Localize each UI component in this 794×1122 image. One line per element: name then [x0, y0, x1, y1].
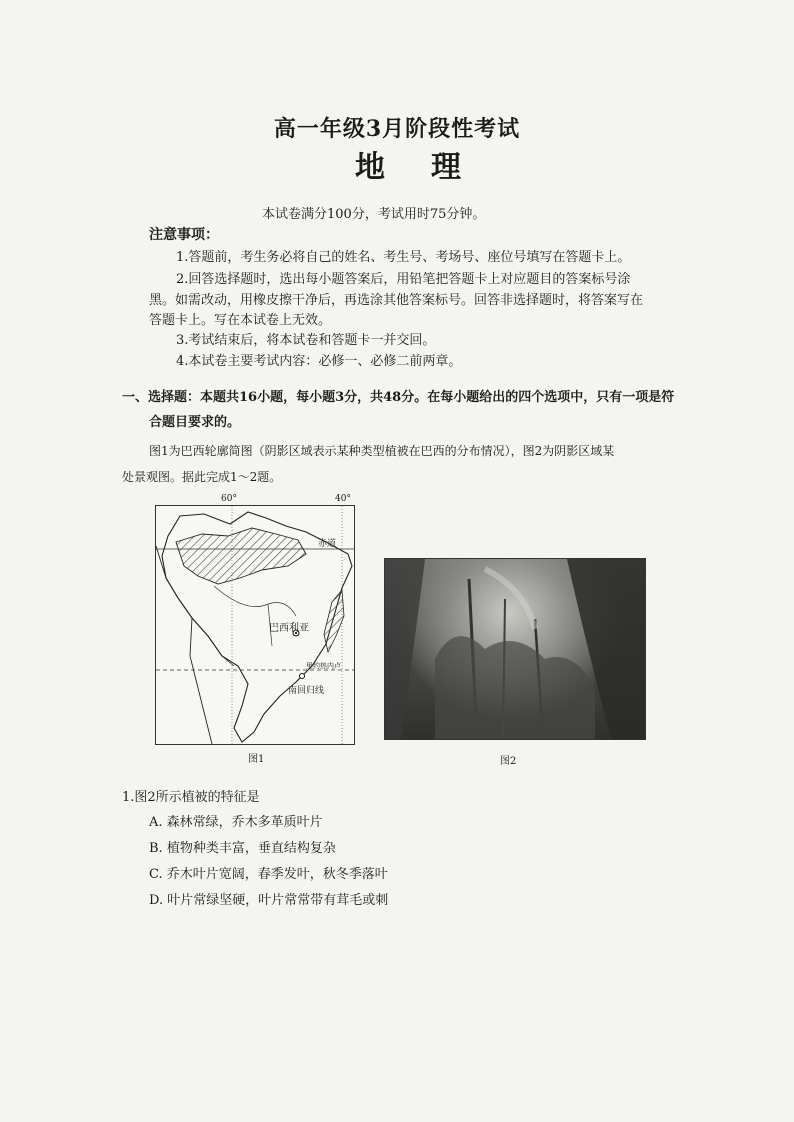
neighbor-border [192, 618, 234, 666]
option-c: C. 乔木叶片宽阔，春季发叶，秋冬季落叶 [149, 867, 388, 882]
exam-info: 本试卷满分100分，考试用时75分钟。 [262, 207, 486, 222]
capital-label: 巴西利亚 [269, 623, 309, 634]
section-heading-cont: 合题目要求的。 [149, 415, 241, 430]
exam-title: 高一年级3月阶段性考试 [273, 116, 521, 142]
equator-label: 赤道 [318, 539, 337, 549]
brazil-outline-map [155, 505, 355, 745]
note-item: 2.回答选择题时，选出每小题答案后，用铅笔把答题卡上对应题目的答案标号涂 [176, 272, 631, 287]
question-stem: 1.图2所示植被的特征是 [122, 790, 260, 805]
note-item: 1.答题前，考生务必将自己的姓名、考生号、考场号、座位号填写在答题卡上。 [176, 250, 631, 265]
longitude-40-label: 40° [335, 494, 351, 504]
figure2-caption: 图2 [500, 756, 517, 767]
figure-intro: 图1为巴西轮廓简图（阴影区域表示某种类型植被在巴西的分布情况），图2为阴影区域某 [149, 444, 615, 458]
option-b: B. 植物种类丰富，垂直结构复杂 [149, 841, 336, 856]
longitude-60-label: 60° [221, 494, 237, 504]
rainforest-area-coastal [324, 590, 344, 652]
note-item: 答题卡上。写在本试卷上无效。 [149, 313, 332, 328]
note-item: 4.本试卷主要考试内容：必修一、必修二前两章。 [176, 354, 462, 369]
option-d: D. 叶片常绿坚硬，叶片常常带有茸毛或刺 [149, 893, 389, 908]
notes-heading: 注意事项： [149, 227, 219, 243]
river [214, 586, 296, 616]
tropic-label: 南回归线 [288, 686, 325, 696]
section-heading: 一、选择题：本题共16小题，每小题3分，共48分。在每小题给出的四个选项中，只有一项是符 [122, 390, 675, 405]
city-marker [300, 674, 305, 679]
note-item: 黑。如需改动，用橡皮擦干净后，再选涂其他答案标号。回答非选择题时，将答案写在 [149, 293, 644, 308]
vegetation-photo [384, 558, 646, 740]
figure1-caption: 图1 [248, 754, 265, 765]
option-a: A. 森林常绿，乔木多革质叶片 [149, 815, 323, 830]
city-label: 里约热内卢 [306, 662, 341, 670]
figure-intro-cont: 处景观图。据此完成1～2题。 [122, 470, 282, 484]
photo-drawing [385, 559, 645, 739]
subject-title: 地理 [355, 150, 507, 185]
note-item: 3.考试结束后，将本试卷和答题卡一并交回。 [176, 333, 436, 348]
rainforest-area [176, 528, 306, 584]
